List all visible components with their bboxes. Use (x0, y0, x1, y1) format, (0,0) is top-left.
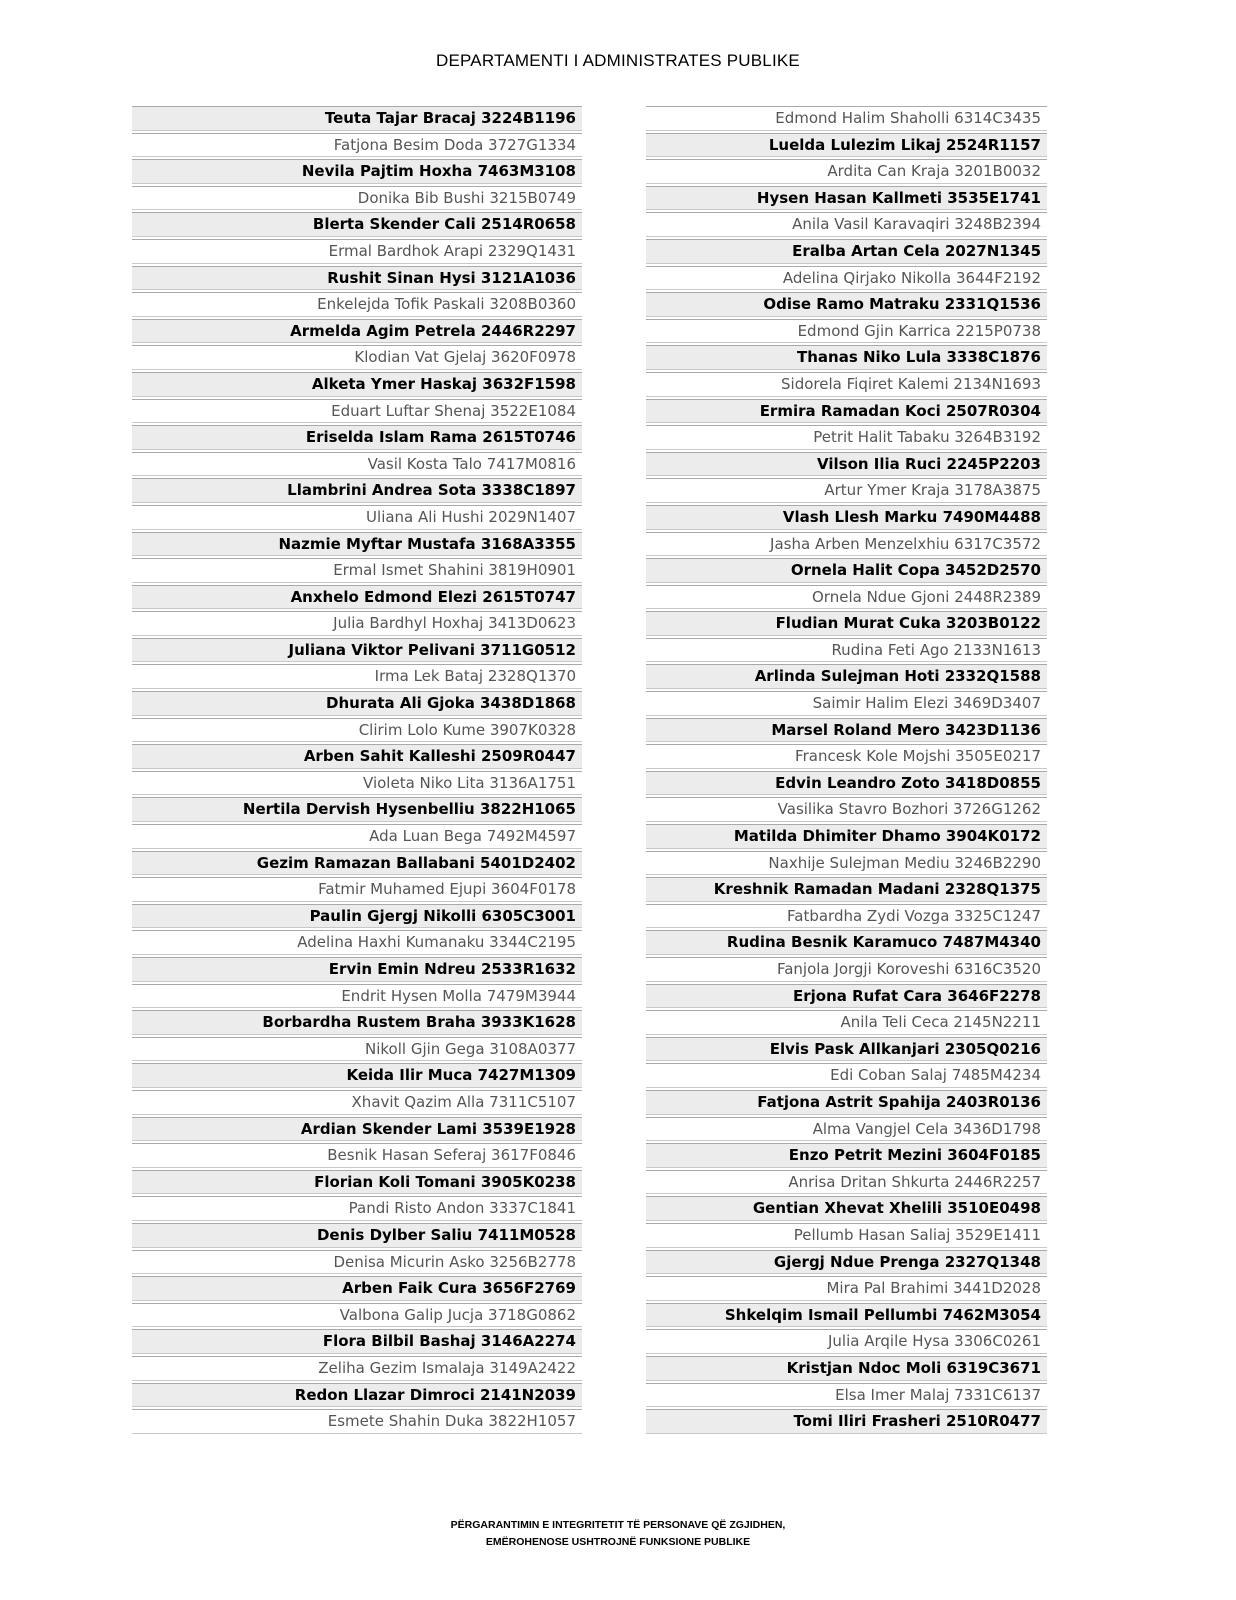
list-item: Violeta Niko Lita 3136A1751 (132, 771, 582, 796)
list-item: Vilson Ilia Ruci 2245P2203 (646, 452, 1047, 477)
list-item: Juliana Viktor Pelivani 3711G0512 (132, 638, 582, 663)
list-item: Nazmie Myftar Mustafa 3168A3355 (132, 532, 582, 557)
list-item: Enkelejda Tofik Paskali 3208B0360 (132, 292, 582, 317)
list-item: Dhurata Ali Gjoka 3438D1868 (132, 691, 582, 716)
list-item: Blerta Skender Cali 2514R0658 (132, 212, 582, 237)
list-item: Anila Vasil Karavaqiri 3248B2394 (646, 212, 1047, 237)
list-item: Eralba Artan Cela 2027N1345 (646, 239, 1047, 264)
list-item: Ermal Bardhok Arapi 2329Q1431 (132, 239, 582, 264)
list-item: Edi Coban Salaj 7485M4234 (646, 1063, 1047, 1088)
list-item: Artur Ymer Kraja 3178A3875 (646, 478, 1047, 503)
list-item: Ermal Ismet Shahini 3819H0901 (132, 558, 582, 583)
list-item: Pandi Risto Andon 3337C1841 (132, 1196, 582, 1221)
list-item: Sidorela Fiqiret Kalemi 2134N1693 (646, 372, 1047, 397)
list-item: Kristjan Ndoc Moli 6319C3671 (646, 1356, 1047, 1381)
list-item: Klodian Vat Gjelaj 3620F0978 (132, 345, 582, 370)
list-item: Alketa Ymer Haskaj 3632F1598 (132, 372, 582, 397)
list-item: Fatbardha Zydi Vozga 3325C1247 (646, 904, 1047, 929)
list-item: Vasilika Stavro Bozhori 3726G1262 (646, 797, 1047, 822)
list-item: Eriselda Islam Rama 2615T0746 (132, 425, 582, 450)
list-item: Keida Ilir Muca 7427M1309 (132, 1063, 582, 1088)
list-item: Borbardha Rustem Braha 3933K1628 (132, 1010, 582, 1035)
list-item: Valbona Galip Jucja 3718G0862 (132, 1303, 582, 1328)
list-item: Nertila Dervish Hysenbelliu 3822H1065 (132, 797, 582, 822)
list-item: Paulin Gjergj Nikolli 6305C3001 (132, 904, 582, 929)
left-name-list (132, 106, 582, 1436)
list-item: Nevila Pajtim Hoxha 7463M3108 (132, 159, 582, 184)
list-item: Enzo Petrit Mezini 3604F0185 (646, 1143, 1047, 1168)
footer-line-2: EMËROHENOSE USHTROJNË FUNKSIONE PUBLIKE (485, 1536, 751, 1548)
list-item: Ermira Ramadan Koci 2507R0304 (646, 399, 1047, 424)
list-item: Fludian Murat Cuka 3203B0122 (646, 611, 1047, 636)
right-name-list (646, 106, 1047, 1436)
list-item: Anrisa Dritan Shkurta 2446R2257 (646, 1170, 1047, 1195)
list-item: Naxhije Sulejman Mediu 3246B2290 (646, 851, 1047, 876)
list-item: Endrit Hysen Molla 7479M3944 (132, 984, 582, 1009)
list-item: Clirim Lolo Kume 3907K0328 (132, 718, 582, 743)
list-item: Elsa Imer Malaj 7331C6137 (646, 1383, 1047, 1408)
list-item: Edmond Halim Shaholli 6314C3435 (646, 106, 1047, 131)
list-item: Ornela Halit Copa 3452D2570 (646, 558, 1047, 583)
list-item: Uliana Ali Hushi 2029N1407 (132, 505, 582, 530)
list-item: Denisa Micurin Asko 3256B2778 (132, 1250, 582, 1275)
list-item: Arben Sahit Kalleshi 2509R0447 (132, 744, 582, 769)
list-item: Shkelqim Ismail Pellumbi 7462M3054 (646, 1303, 1047, 1328)
list-item: Vlash Llesh Marku 7490M4488 (646, 505, 1047, 530)
list-item: Marsel Roland Mero 3423D1136 (646, 718, 1047, 743)
list-item: Saimir Halim Elezi 3469D3407 (646, 691, 1047, 716)
list-item: Esmete Shahin Duka 3822H1057 (132, 1409, 582, 1434)
list-item: Erjona Rufat Cara 3646F2278 (646, 984, 1047, 1009)
list-item: Rudina Feti Ago 2133N1613 (646, 638, 1047, 663)
list-item: Hysen Hasan Kallmeti 3535E1741 (646, 186, 1047, 211)
list-item: Pellumb Hasan Saliaj 3529E1411 (646, 1223, 1047, 1248)
list-item: Jasha Arben Menzelxhiu 6317C3572 (646, 532, 1047, 557)
list-item: Anila Teli Ceca 2145N2211 (646, 1010, 1047, 1035)
list-item: Odise Ramo Matraku 2331Q1536 (646, 292, 1047, 317)
list-item: Julia Bardhyl Hoxhaj 3413D0623 (132, 611, 582, 636)
list-item: Elvis Pask Allkanjari 2305Q0216 (646, 1037, 1047, 1062)
list-item: Fanjola Jorgji Koroveshi 6316C3520 (646, 957, 1047, 982)
list-item: Rudina Besnik Karamuco 7487M4340 (646, 930, 1047, 955)
list-item: Kreshnik Ramadan Madani 2328Q1375 (646, 877, 1047, 902)
list-item: Thanas Niko Lula 3338C1876 (646, 345, 1047, 370)
list-item: Redon Llazar Dimroci 2141N2039 (132, 1383, 582, 1408)
list-item: Ardian Skender Lami 3539E1928 (132, 1117, 582, 1142)
list-item: Vasil Kosta Talo 7417M0816 (132, 452, 582, 477)
footer-line-1: PËRGARANTIMIN E INTEGRITETIT TË PERSONAVE QË ZGJIDHEN, (450, 1519, 786, 1531)
list-item: Francesk Kole Mojshi 3505E0217 (646, 744, 1047, 769)
list-item: Fatjona Besim Doda 3727G1334 (132, 133, 582, 158)
list-item: Fatmir Muhamed Ejupi 3604F0178 (132, 877, 582, 902)
list-item: Rushit Sinan Hysi 3121A1036 (132, 266, 582, 291)
list-item: Denis Dylber Saliu 7411M0528 (132, 1223, 582, 1248)
list-item: Donika Bib Bushi 3215B0749 (132, 186, 582, 211)
list-item: Alma Vangjel Cela 3436D1798 (646, 1117, 1047, 1142)
list-item: Adelina Haxhi Kumanaku 3344C2195 (132, 930, 582, 955)
list-item: Zeliha Gezim Ismalaja 3149A2422 (132, 1356, 582, 1381)
list-item: Fatjona Astrit Spahija 2403R0136 (646, 1090, 1047, 1115)
list-item: Xhavit Qazim Alla 7311C5107 (132, 1090, 582, 1115)
list-item: Matilda Dhimiter Dhamo 3904K0172 (646, 824, 1047, 849)
list-item: Anxhelo Edmond Elezi 2615T0747 (132, 585, 582, 610)
list-item: Besnik Hasan Seferaj 3617F0846 (132, 1143, 582, 1168)
list-item: Petrit Halit Tabaku 3264B3192 (646, 425, 1047, 450)
page-title: DEPARTAMENTI I ADMINISTRATES PUBLIKE (436, 51, 800, 70)
list-item: Llambrini Andrea Sota 3338C1897 (132, 478, 582, 503)
list-item: Arlinda Sulejman Hoti 2332Q1588 (646, 664, 1047, 689)
list-item: Ornela Ndue Gjoni 2448R2389 (646, 585, 1047, 610)
list-item: Adelina Qirjako Nikolla 3644F2192 (646, 266, 1047, 291)
list-item: Eduart Luftar Shenaj 3522E1084 (132, 399, 582, 424)
list-item: Edvin Leandro Zoto 3418D0855 (646, 771, 1047, 796)
list-item: Florian Koli Tomani 3905K0238 (132, 1170, 582, 1195)
list-item: Irma Lek Bataj 2328Q1370 (132, 664, 582, 689)
list-item: Armelda Agim Petrela 2446R2297 (132, 319, 582, 344)
list-item: Gezim Ramazan Ballabani 5401D2402 (132, 851, 582, 876)
list-item: Gentian Xhevat Xhelili 3510E0498 (646, 1196, 1047, 1221)
list-item: Ardita Can Kraja 3201B0032 (646, 159, 1047, 184)
list-item: Ervin Emin Ndreu 2533R1632 (132, 957, 582, 982)
list-item: Gjergj Ndue Prenga 2327Q1348 (646, 1250, 1047, 1275)
list-item: Luelda Lulezim Likaj 2524R1157 (646, 133, 1047, 158)
list-item: Julia Arqile Hysa 3306C0261 (646, 1329, 1047, 1354)
page-footer (0, 1517, 1236, 1551)
list-item: Arben Faik Cura 3656F2769 (132, 1276, 582, 1301)
list-item: Flora Bilbil Bashaj 3146A2274 (132, 1329, 582, 1354)
list-item: Teuta Tajar Bracaj 3224B1196 (132, 106, 582, 131)
list-item: Edmond Gjin Karrica 2215P0738 (646, 319, 1047, 344)
list-item: Nikoll Gjin Gega 3108A0377 (132, 1037, 582, 1062)
list-item: Mira Pal Brahimi 3441D2028 (646, 1276, 1047, 1301)
list-item: Tomi Iliri Frasheri 2510R0477 (646, 1409, 1047, 1434)
list-item: Ada Luan Bega 7492M4597 (132, 824, 582, 849)
